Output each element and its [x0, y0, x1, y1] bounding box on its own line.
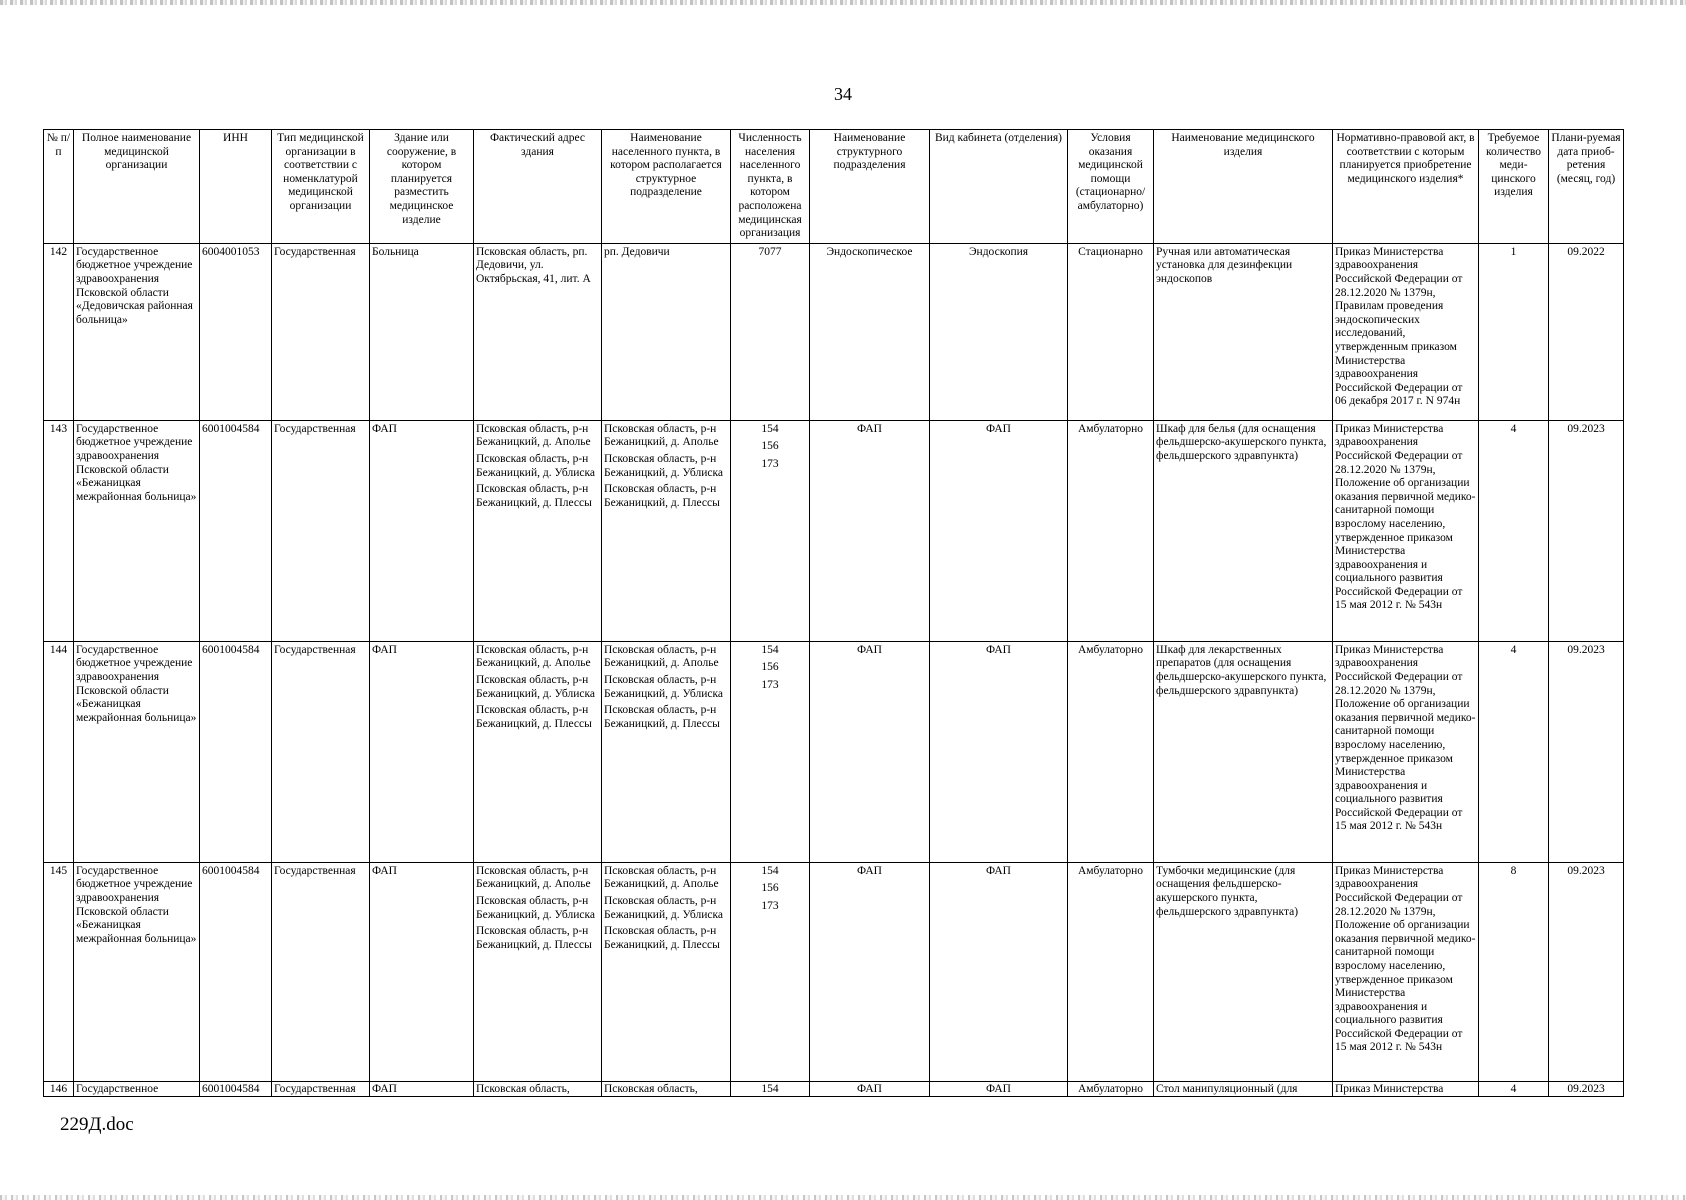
- settlement: Псковская область, р-н Бежаницкий, д. Плессы: [604, 925, 720, 951]
- legal-act: Приказ Министерства: [1333, 1081, 1479, 1097]
- column-header: Полное наименование медицинской организации: [74, 130, 200, 244]
- care-conditions: Стационарно: [1068, 243, 1154, 420]
- structural-unit: Эндоскопическое: [810, 243, 930, 420]
- population: 154: [761, 1082, 779, 1095]
- population-cell: [731, 1081, 810, 1097]
- org-type: Государственная: [272, 420, 370, 641]
- quantity: 8: [1479, 862, 1549, 1081]
- population-cell: [731, 862, 810, 1081]
- column-header: Требуемое количество меди-цинского изделия: [1479, 130, 1549, 244]
- column-header: Фактический адрес здания: [474, 130, 602, 244]
- inn: 6001004584: [200, 420, 272, 641]
- population: 173: [761, 457, 779, 470]
- address: Псковская область,: [476, 1082, 570, 1095]
- column-header: Наименование медицинского изделия: [1154, 130, 1333, 244]
- column-header: Наименование населенного пункта, в котором располагается структурное подразделение: [602, 130, 731, 244]
- org-type: Государственная: [272, 641, 370, 862]
- legal-act: Приказ Министерства здравоохранения Российской Федерации от 28.12.2020 № 1379н, Положение об организации оказания первичной медико-санитарной помощи взрослому населению, утвержденное приказом Министерства здравоохранения и социального развития Российской Федерации от 15 мая 2012 г. № 543н: [1333, 862, 1479, 1081]
- planned-date: 09.2023: [1549, 641, 1624, 862]
- org-type: Государственная: [272, 243, 370, 420]
- org-name: Государственное: [74, 1081, 200, 1097]
- column-header: Нормативно-правовой акт, в соответствии с которым планируется приобретение медицинского изделия*: [1333, 130, 1479, 244]
- population-cell: [731, 420, 810, 641]
- address: Псковская область, рп. Дедовичи, ул. Октябрьская, 41, лит. А: [476, 245, 591, 285]
- column-header: Плани-руемая дата приоб-ретения (месяц, год): [1549, 130, 1624, 244]
- population: 7077: [758, 245, 782, 258]
- table-row: [44, 243, 1624, 420]
- population-cell: [731, 641, 810, 862]
- inn: 6001004584: [200, 1081, 272, 1097]
- address: Псковская область, р-н Бежаницкий, д. Плессы: [476, 704, 592, 730]
- row-number: 146: [44, 1081, 74, 1097]
- medical-equipment-table: [43, 129, 1624, 1097]
- column-header: Условия оказания медицинской помощи (стационарно/ амбулаторно): [1068, 130, 1154, 244]
- column-header: ИНН: [200, 130, 272, 244]
- device-name: Ручная или автоматическая установка для дезинфекции эндоскопов: [1154, 243, 1333, 420]
- population-cell: [731, 243, 810, 420]
- settlement: Псковская область, р-н Бежаницкий, д. Аполье: [604, 643, 719, 670]
- device-name: Тумбочки медицинские (для оснащения фельдшерско-акушерского пункта, фельдшерского здравпункта): [1154, 862, 1333, 1081]
- planned-date: 09.2022: [1549, 243, 1624, 420]
- table-row: [44, 641, 1624, 862]
- device-name: Шкаф для лекарственных препаратов (для оснащения фельдшерско-акушерского пункта, фельдшерского здравпункта): [1154, 641, 1333, 862]
- structural-unit: ФАП: [810, 420, 930, 641]
- address: Псковская область, р-н Бежаницкий, д. Аполье: [476, 864, 591, 891]
- settlement-cell: [602, 243, 731, 420]
- care-conditions: Амбулаторно: [1068, 641, 1154, 862]
- settlement-cell: [602, 420, 731, 641]
- population: 154: [761, 864, 779, 877]
- address-cell: [474, 641, 602, 862]
- address: Псковская область, р-н Бежаницкий, д. Ублиска: [476, 452, 595, 479]
- care-conditions: Амбулаторно: [1068, 862, 1154, 1081]
- device-name: Стол манипуляционный (для: [1154, 1081, 1333, 1097]
- legal-act: Приказ Министерства здравоохранения Российской Федерации от 28.12.2020 № 1379н, Правилам проведения эндоскопических исследований, утвержденным приказом Министерства здравоохранения Российской Федерации от 06 декабря 2017 г. N 974н: [1333, 243, 1479, 420]
- column-header: Тип медицинской организации в соответствии с номенклатурой медицинской организации: [272, 130, 370, 244]
- settlement: Псковская область, р-н Бежаницкий, д. Ублиска: [604, 452, 723, 479]
- table-header-row: [44, 130, 1624, 244]
- address-cell: [474, 420, 602, 641]
- address: Псковская область, р-н Бежаницкий, д. Плессы: [476, 483, 592, 509]
- row-number: 142: [44, 243, 74, 420]
- org-name: Государственное бюджетное учреждение здравоохранения Псковской области «Дедовичская районная больница»: [74, 243, 200, 420]
- legal-act: Приказ Министерства здравоохранения Российской Федерации от 28.12.2020 № 1379н, Положение об организации оказания первичной медико-санитарной помощи взрослому населению, утвержденное приказом Министерства здравоохранения и социального развития Российской Федерации от 15 мая 2012 г. № 543н: [1333, 641, 1479, 862]
- org-name: Государственное бюджетное учреждение здравоохранения Псковской области «Бежаницкая межрайонная больница»: [74, 420, 200, 641]
- planned-date: 09.2023: [1549, 420, 1624, 641]
- table-row: [44, 1081, 1624, 1097]
- quantity: 4: [1479, 1081, 1549, 1097]
- address: Псковская область, р-н Бежаницкий, д. Ублиска: [476, 673, 595, 700]
- population: 156: [761, 882, 779, 895]
- population: 154: [761, 643, 779, 656]
- cabinet-type: ФАП: [930, 420, 1068, 641]
- org-type: Государственная: [272, 862, 370, 1081]
- quantity: 4: [1479, 420, 1549, 641]
- building: ФАП: [370, 1081, 474, 1097]
- row-number: 144: [44, 641, 74, 862]
- table-row: [44, 862, 1624, 1081]
- address: Псковская область, р-н Бежаницкий, д. Ублиска: [476, 894, 595, 921]
- planned-date: 09.2023: [1549, 1081, 1624, 1097]
- settlement: Псковская область, р-н Бежаницкий, д. Ублиска: [604, 673, 723, 700]
- column-header: Вид кабинета (отделения): [930, 130, 1068, 244]
- care-conditions: Амбулаторно: [1068, 1081, 1154, 1097]
- planned-date: 09.2023: [1549, 862, 1624, 1081]
- file-name-label: 229Д.doc: [60, 1114, 134, 1135]
- scan-edge-top: [0, 0, 1686, 5]
- structural-unit: ФАП: [810, 641, 930, 862]
- population: 156: [761, 661, 779, 674]
- column-header: № п/п: [44, 130, 74, 244]
- settlement-cell: [602, 1081, 731, 1097]
- structural-unit: ФАП: [810, 862, 930, 1081]
- building: ФАП: [370, 420, 474, 641]
- settlement-cell: [602, 862, 731, 1081]
- page-number: 34: [834, 84, 852, 104]
- legal-act: Приказ Министерства здравоохранения Российской Федерации от 28.12.2020 № 1379н, Положение об организации оказания первичной медико-санитарной помощи взрослому населению, утвержденное приказом Министерства здравоохранения и социального развития Российской Федерации от 15 мая 2012 г. № 543н: [1333, 420, 1479, 641]
- cabinet-type: ФАП: [930, 1081, 1068, 1097]
- building: Больница: [370, 243, 474, 420]
- org-type: Государственная: [272, 1081, 370, 1097]
- population: 156: [761, 440, 779, 453]
- cabinet-type: Эндоскопия: [930, 243, 1068, 420]
- population: 173: [761, 899, 779, 912]
- quantity: 4: [1479, 641, 1549, 862]
- settlement: Псковская область, р-н Бежаницкий, д. Плессы: [604, 483, 720, 509]
- org-name: Государственное бюджетное учреждение здравоохранения Псковской области «Бежаницкая межрайонная больница»: [74, 862, 200, 1081]
- care-conditions: Амбулаторно: [1068, 420, 1154, 641]
- settlement: Псковская область, р-н Бежаницкий, д. Аполье: [604, 422, 719, 449]
- quantity: 1: [1479, 243, 1549, 420]
- address: Псковская область, р-н Бежаницкий, д. Плессы: [476, 925, 592, 951]
- inn: 6001004584: [200, 641, 272, 862]
- building: ФАП: [370, 641, 474, 862]
- structural-unit: ФАП: [810, 1081, 930, 1097]
- building: ФАП: [370, 862, 474, 1081]
- address-cell: [474, 862, 602, 1081]
- row-number: 145: [44, 862, 74, 1081]
- settlement-cell: [602, 641, 731, 862]
- population: 173: [761, 678, 779, 691]
- scan-edge-bottom: [0, 1195, 1686, 1200]
- settlement: Псковская область,: [604, 1082, 698, 1095]
- inn: 6001004584: [200, 862, 272, 1081]
- address-cell: [474, 1081, 602, 1097]
- cabinet-type: ФАП: [930, 862, 1068, 1081]
- address: Псковская область, р-н Бежаницкий, д. Аполье: [476, 643, 591, 670]
- address-cell: [474, 243, 602, 420]
- table-row: [44, 420, 1624, 641]
- device-name: Шкаф для белья (для оснащения фельдшерско-акушерского пункта, фельдшерского здравпункта): [1154, 420, 1333, 641]
- column-header: Наименование структурного подразделения: [810, 130, 930, 244]
- row-number: 143: [44, 420, 74, 641]
- settlement: рп. Дедовичи: [604, 245, 670, 258]
- cabinet-type: ФАП: [930, 641, 1068, 862]
- settlement: Псковская область, р-н Бежаницкий, д. Ублиска: [604, 894, 723, 921]
- settlement: Псковская область, р-н Бежаницкий, д. Плессы: [604, 704, 720, 730]
- inn: 6004001053: [200, 243, 272, 420]
- column-header: Здание или сооружение, в котором планируется разместить медицинское изделие: [370, 130, 474, 244]
- org-name: Государственное бюджетное учреждение здравоохранения Псковской области «Бежаницкая межрайонная больница»: [74, 641, 200, 862]
- address: Псковская область, р-н Бежаницкий, д. Аполье: [476, 422, 591, 449]
- column-header: Численность населения населенного пункта, в котором расположена медицинская организация: [731, 130, 810, 244]
- settlement: Псковская область, р-н Бежаницкий, д. Аполье: [604, 864, 719, 891]
- population: 154: [761, 422, 779, 435]
